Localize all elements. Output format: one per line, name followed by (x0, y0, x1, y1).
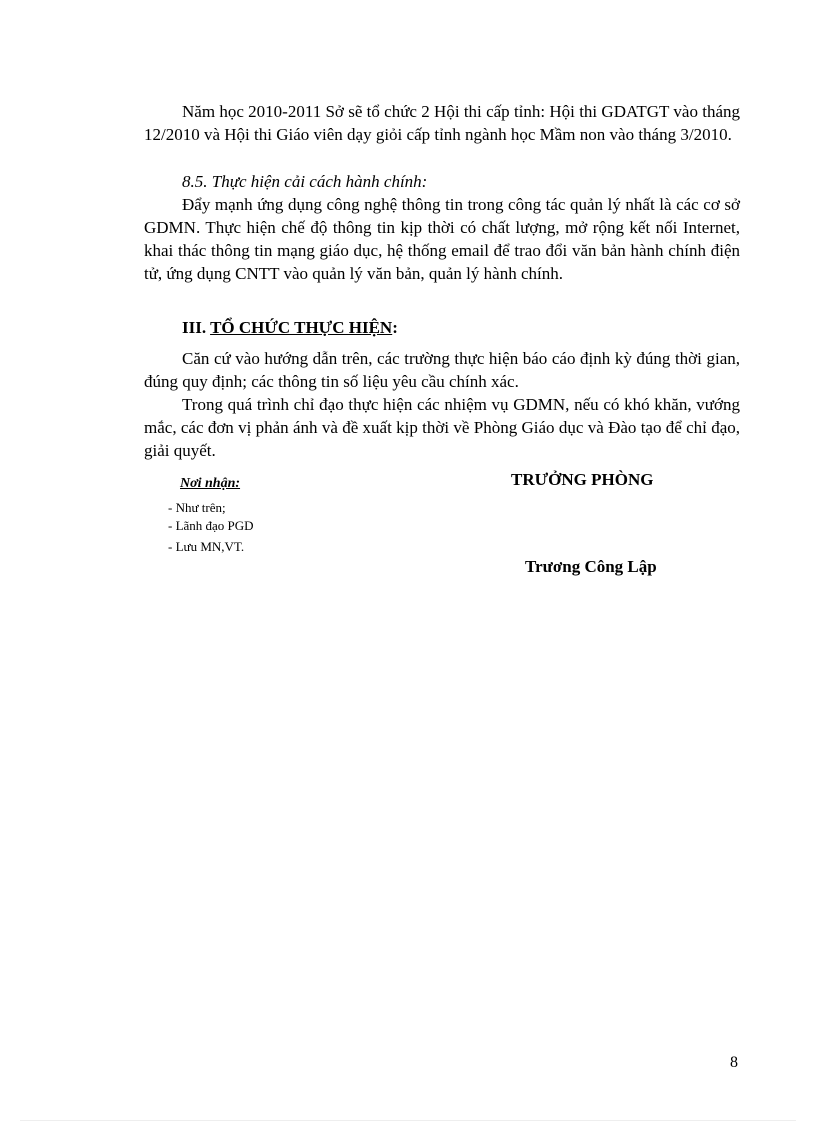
recipients-title: Nơi nhận: (180, 476, 241, 491)
paragraph-difficulties: Trong quá trình chỉ đạo thực hiện các nhiệm vụ GDMN, nếu có khó khăn, vướng mắc, các đơn vị phản ánh và đề xuất kịp thời về Phòng Giáo dục và Đào tạo để chỉ đạo, giải quyết. (144, 395, 740, 460)
recipient-item: - Như trên; (168, 500, 226, 515)
heading-section-iii: III. TỔ CHỨC THỰC HIỆN: (182, 318, 398, 337)
heading-section-8-5: 8.5. Thực hiện cải cách hành chính: (182, 172, 428, 191)
page-bottom-rule (20, 1120, 796, 1121)
signature-role: TRƯỞNG PHÒNG (511, 470, 654, 489)
paragraph-contest-schedule: Năm học 2010-2011 Sở sẽ tổ chức 2 Hội thi cấp tỉnh: Hội thi GDATGT vào tháng 12/2010 và Hội thi Giáo viên dạy giỏi cấp tỉnh ngành học Mầm non vào tháng 3/2010. (144, 102, 740, 144)
signer-name: Trương Công Lập (525, 557, 657, 576)
recipient-item: - Lãnh đạo PGD (168, 518, 254, 533)
recipient-item: - Lưu MN,VT. (168, 539, 245, 554)
paragraph-reporting: Căn cứ vào hướng dẫn trên, các trường thực hiện báo cáo định kỳ đúng thời gian, đúng quy định; các thông tin số liệu yêu cầu chính xác. (144, 349, 740, 391)
page-number: 8 (730, 1054, 738, 1071)
paragraph-admin-reform: Đẩy mạnh ứng dụng công nghệ thông tin trong công tác quản lý nhất là các cơ sở GDMN. Thực hiện chế độ thông tin kịp thời có chất lượng, mở rộng kết nối Internet, khai thác thông tin mạng giáo dục, hệ thống email để trao đổi văn bản hành chính điện tử, ứng dụng CNTT vào quản lý văn bản, quản lý hành chính. (144, 195, 740, 283)
